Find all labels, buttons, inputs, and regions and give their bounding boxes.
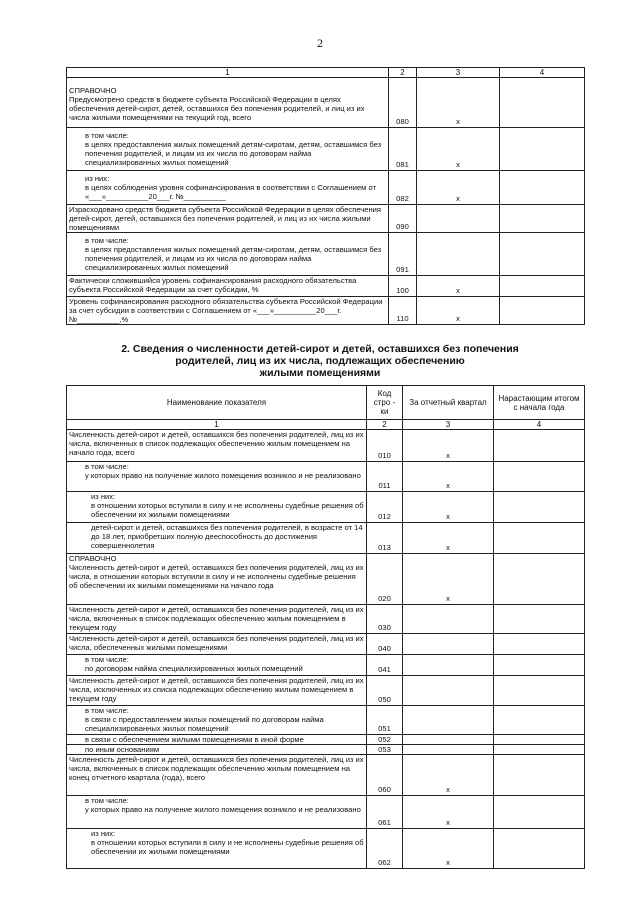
table-row: [67, 655, 585, 676]
cell-empty: [494, 634, 585, 655]
cell-empty: [494, 829, 585, 869]
cell-empty: [494, 554, 585, 605]
row-code: 040: [367, 634, 403, 655]
row-code: 060: [367, 755, 403, 796]
row-label: в том числе: по договорам найма специализированных жилых помещений: [67, 655, 367, 676]
row-code: 080: [389, 78, 417, 128]
cell-x: [403, 676, 494, 706]
row-code: 051: [367, 706, 403, 735]
cell-x: x: [417, 128, 500, 171]
row-label: Численность детей-сирот и детей, оставшихся без попечения родителей, лиц из их числа, включенных в список подлежащих обеспечению жилым помещением на конец отчетного квартала (года), всего: [67, 755, 367, 796]
row-label: детей-сирот и детей, оставшихся без попечения родителей, в возрасте от 14 до 18 лет, приобретших полную дееспособность до достижения совершеннолетия: [67, 523, 367, 554]
row-code: 020: [367, 554, 403, 605]
table-row: [67, 128, 585, 171]
cell-empty: [500, 233, 585, 276]
cell-empty: [500, 171, 585, 205]
row-code: 041: [367, 655, 403, 676]
table-row: [67, 492, 585, 523]
col-header-code: Код стро - ки: [367, 386, 403, 420]
row-label: СПРАВОЧНО Численность детей-сирот и детей, оставшихся без попечения родителей, лиц из их числа, в отношении которых вступили в силу и не исполнены судебные решения об обеспечении их жилыми помещениями на начало года: [67, 554, 367, 605]
row-label: СПРАВОЧНО Предусмотрено средств в бюджете субъекта Российской Федерации в целях обеспечения детей-сирот, детей, оставшихся без попечения родителей, и лиц из их числа жилыми помещениями на текущий год, всего: [67, 78, 389, 128]
funding-table: [66, 67, 585, 325]
row-label: в том числе: в целях предоставления жилых помещений детям-сиротам, детям, оставшимся без попечения родителей, и лицам из их числа по договорам найма специализированных жилых помещений: [67, 233, 389, 276]
col-number: 1: [67, 68, 389, 78]
col-header-ytd: Нарастающим итогом с начала года: [494, 386, 585, 420]
cell-x: [417, 205, 500, 233]
cell-empty: [500, 78, 585, 128]
cell-x: [417, 233, 500, 276]
row-label: в том числе: в связи с предоставлением жилых помещений по договорам найма специализированных жилых помещений: [67, 706, 367, 735]
row-label: в том числе: у которых право на получение жилого помещения возникло и не реализовано: [67, 462, 367, 492]
cell-empty: [494, 676, 585, 706]
table-row: [67, 430, 585, 462]
table-row: [67, 205, 585, 233]
col-header-quarter: За отчетный квартал: [403, 386, 494, 420]
cell-x: x: [417, 276, 500, 297]
row-code: 012: [367, 492, 403, 523]
table-row: [67, 78, 585, 128]
cell-x: x: [403, 523, 494, 554]
table-row: [67, 554, 585, 605]
cell-empty: [494, 745, 585, 755]
cell-empty: [494, 430, 585, 462]
row-code: 091: [389, 233, 417, 276]
table-header-row: [67, 68, 585, 78]
row-code: 030: [367, 605, 403, 634]
cell-empty: [494, 755, 585, 796]
col-number: 1: [67, 420, 367, 430]
cell-x: [403, 745, 494, 755]
cell-x: [403, 655, 494, 676]
table-row: [67, 171, 585, 205]
cell-x: x: [417, 78, 500, 128]
table-row: [67, 605, 585, 634]
table-row: [67, 796, 585, 829]
table-row: [67, 276, 585, 297]
cell-empty: [494, 796, 585, 829]
cell-empty: [494, 462, 585, 492]
table-row: [67, 735, 585, 745]
row-code: 100: [389, 276, 417, 297]
cell-x: x: [403, 796, 494, 829]
table-number-row: [67, 420, 585, 430]
row-code: 013: [367, 523, 403, 554]
cell-x: x: [417, 171, 500, 205]
row-code: 052: [367, 735, 403, 745]
table-row: [67, 676, 585, 706]
row-label: из них: в отношении которых вступили в силу и не исполнены судебные решения об обеспечении их жилыми помещениями: [67, 492, 367, 523]
cell-x: x: [403, 829, 494, 869]
col-header-indicator: Наименование показателя: [67, 386, 367, 420]
cell-empty: [494, 706, 585, 735]
row-label: Фактически сложившийся уровень софинансирования расходного обязательства субъекта Российской Федерации за счет субсидии, %: [67, 276, 389, 297]
row-label: Численность детей-сирот и детей, оставшихся без попечения родителей, лиц из их числа, исключенных из списка подлежащих обеспечению жилым помещением в текущем году: [67, 676, 367, 706]
row-code: 053: [367, 745, 403, 755]
cell-empty: [500, 297, 585, 325]
col-number: 2: [367, 420, 403, 430]
col-number: 2: [389, 68, 417, 78]
row-code: 082: [389, 171, 417, 205]
row-code: 050: [367, 676, 403, 706]
cell-x: x: [403, 462, 494, 492]
cell-empty: [494, 735, 585, 745]
table-header-row: [67, 386, 585, 420]
col-number: 4: [500, 68, 585, 78]
row-label: Израсходовано средств бюджета субъекта Российской Федерации в целях обеспечения детей-сирот, детей, оставшихся без попечения родителей, и лиц из их числа жилыми помещениями: [67, 205, 389, 233]
row-label: Численность детей-сирот и детей, оставшихся без попечения родителей, лиц из их числа, включенных в список подлежащих обеспечению жилым помещением на начало года, всего: [67, 430, 367, 462]
row-code: 010: [367, 430, 403, 462]
cell-x: x: [403, 554, 494, 605]
col-number: 4: [494, 420, 585, 430]
table-row: [67, 297, 585, 325]
row-label: в том числе: в целях предоставления жилых помещений детям-сиротам, детям, оставшимся без попечения родителей, и лицам из их числа по договорам найма специализированных жилых помещений: [67, 128, 389, 171]
cell-empty: [494, 523, 585, 554]
section-2-title: 2. Сведения о численности детей-сирот и детей, оставшихся без попечения родителей, лиц из их числа, подлежащих обеспечению жилыми помещениями: [121, 343, 519, 379]
table-row: [67, 233, 585, 276]
table-row: [67, 523, 585, 554]
row-label: в том числе: у которых право на получение жилого помещения возникло и не реализовано: [67, 796, 367, 829]
table-row: [67, 829, 585, 869]
cell-x: [403, 735, 494, 745]
row-code: 110: [389, 297, 417, 325]
row-label: по иным основаниям: [67, 745, 367, 755]
cell-x: x: [403, 430, 494, 462]
cell-x: x: [403, 755, 494, 796]
children-count-table: [66, 385, 585, 869]
page-number: 2: [317, 36, 323, 50]
row-label: Уровень софинансирования расходного обязательства субъекта Российской Федерации за счет субсидии в соответствии с Соглашением от «___»__________20___г. №__________,%: [67, 297, 389, 325]
row-code: 011: [367, 462, 403, 492]
cell-x: [403, 634, 494, 655]
row-label: в связи с обеспечением жилыми помещениями в иной форме: [67, 735, 367, 745]
cell-empty: [500, 128, 585, 171]
cell-x: x: [417, 297, 500, 325]
cell-empty: [500, 276, 585, 297]
row-label: из них: в целях соблюдения уровня софинансирования в соответствии с Соглашением от «___»__________20___г. №__________: [67, 171, 389, 205]
row-code: 081: [389, 128, 417, 171]
table-row: [67, 755, 585, 796]
row-code: 061: [367, 796, 403, 829]
row-label: Численность детей-сирот и детей, оставшихся без попечения родителей, лиц из их числа, включенных в список подлежащих обеспечению жилым помещением в текущем году: [67, 605, 367, 634]
cell-empty: [494, 605, 585, 634]
table-row: [67, 634, 585, 655]
cell-x: [403, 706, 494, 735]
cell-x: x: [403, 492, 494, 523]
col-number: 3: [417, 68, 500, 78]
cell-x: [403, 605, 494, 634]
table-row: [67, 745, 585, 755]
col-number: 3: [403, 420, 494, 430]
row-label: из них: в отношении которых вступили в силу и не исполнены судебные решения об обеспечении их жилыми помещениями: [67, 829, 367, 869]
cell-empty: [500, 205, 585, 233]
row-label: Численность детей-сирот и детей, оставшихся без попечения родителей, лиц из их числа, обеспеченных жилыми помещениями: [67, 634, 367, 655]
cell-empty: [494, 492, 585, 523]
table-row: [67, 462, 585, 492]
table-row: [67, 706, 585, 735]
cell-empty: [494, 655, 585, 676]
row-code: 090: [389, 205, 417, 233]
row-code: 062: [367, 829, 403, 869]
